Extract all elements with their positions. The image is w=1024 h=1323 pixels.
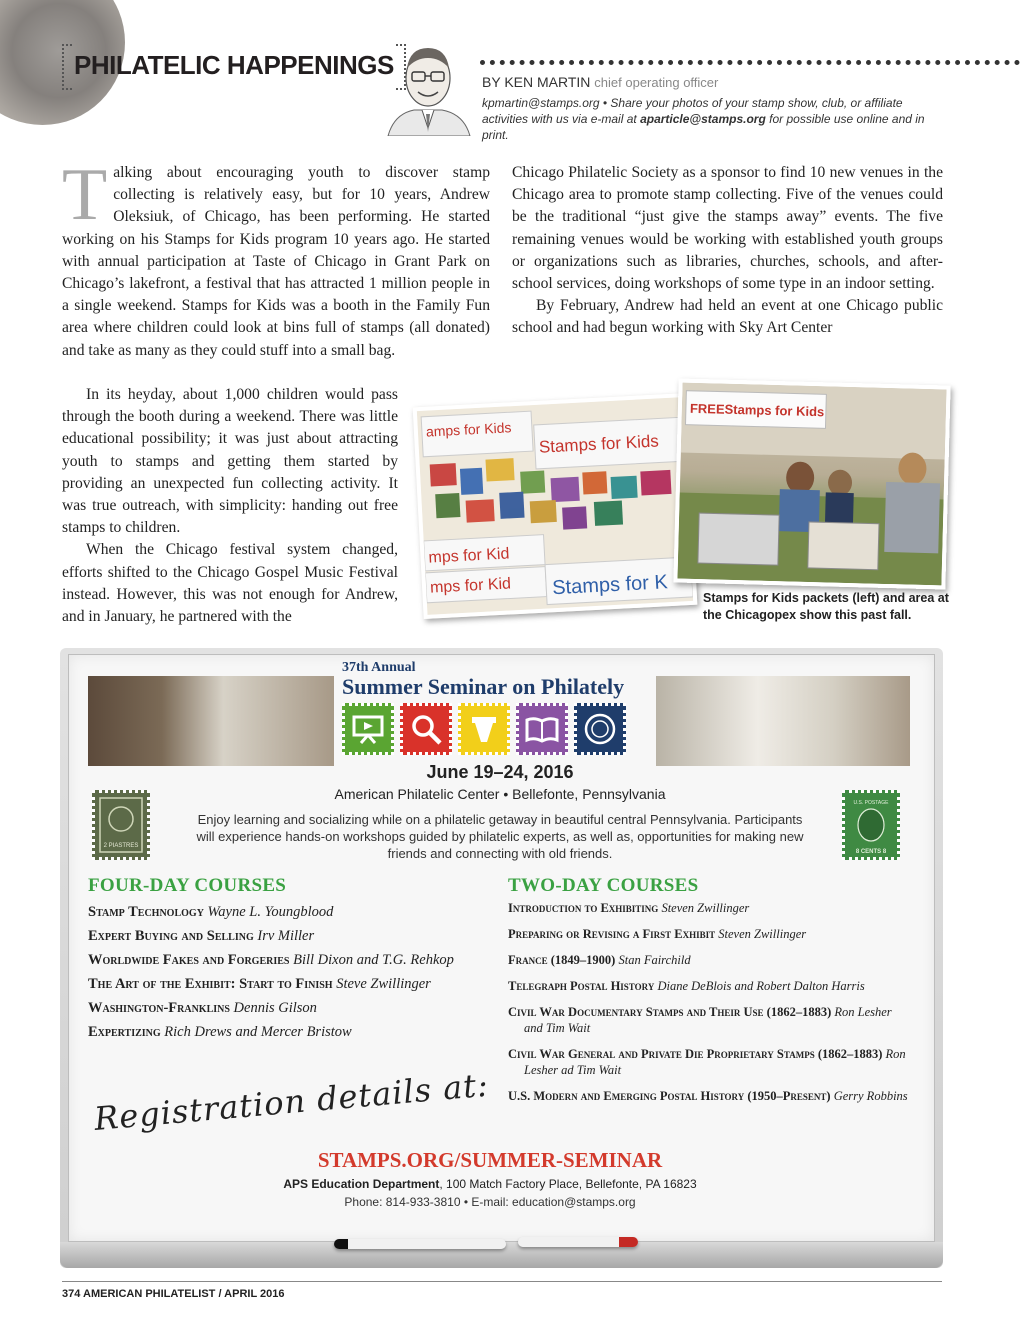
article-paragraph-1 <box>62 154 490 362</box>
two-day-heading: TWO-DAY COURSES <box>508 875 699 896</box>
seminar-venue: American Philatelic Center • Bellefonte, Pennsylvania <box>334 786 666 802</box>
article-paragraph-3-continued: Chicago Philatelic Society as a sponsor to find 10 new venues in the Chicago area to promote stamp collecting. Five of the venues could be the traditional “just give the stamps away” events. The five remaining venues would be working with established youth groups or organizations such as libraries, churches, schools, and after-school services, doing workshops of some type in an indoor setting. <box>512 164 943 293</box>
list-item <box>508 1088 908 1104</box>
album-icon <box>516 703 568 755</box>
course-title: France (1849–1900) <box>508 953 616 967</box>
article-column-left-top <box>62 154 490 362</box>
contact-note <box>482 95 947 143</box>
seminar-photo-exhibit <box>88 676 334 766</box>
course-teacher: Diane DeBlois and Robert Dalton Harris <box>657 979 865 993</box>
course-title: Introduction to Exhibiting <box>508 901 659 915</box>
magnifier-icon <box>400 703 452 755</box>
list-item <box>508 900 908 916</box>
course-teacher: Stan Fairchild <box>618 953 691 967</box>
course-teacher: Steven Zwillinger <box>661 901 750 915</box>
free-stamps-banner-text: FREEStamps for Kids <box>689 400 825 420</box>
article-paragraph-3: When the Chicago festival system changed, efforts shifted to the Chicago Gospel Music Festival instead. However, this was not enough for Andrew, and in January, he partnered with the <box>62 541 398 626</box>
list-item <box>88 903 488 922</box>
footer-rule <box>62 1281 942 1282</box>
article-paragraph-2: In its heyday, about 1,000 children would pass through the booth during a weekend. There was little educational possibility; it was just about attracting youth to stamps and getting them started by providing an unexpected fun collecting activity. It was true outreach, with simplicity: handing out free stamps to children. <box>62 386 398 537</box>
section-title-text: PHILATELIC HAPPENINGS <box>74 49 394 80</box>
seminar-title: Summer Seminar on Philately <box>342 674 625 699</box>
author-portrait <box>380 36 476 136</box>
packet-label-1: amps for Kids <box>425 419 512 440</box>
svg-text:8 CENTS 8: 8 CENTS 8 <box>855 849 887 855</box>
course-title: Stamp Technology <box>88 904 204 920</box>
two-day-course-list <box>508 900 908 1114</box>
list-item <box>508 952 908 968</box>
course-title: Civil War Documentary Stamps and Their Use (1862–1883) <box>508 1005 832 1019</box>
list-item <box>88 927 488 946</box>
byline-author: BY KEN MARTIN <box>482 74 591 90</box>
seminar-icon-row <box>342 703 626 755</box>
packet-label-3: mps for Kid <box>428 545 510 567</box>
department-contact: Phone: 814-933-3810 • E-mail: education@stamps.org <box>344 1195 636 1209</box>
article-column-left-bottom <box>62 384 398 628</box>
drop-cap: T <box>62 154 108 236</box>
education-department <box>0 1177 980 1191</box>
tongs-icon <box>458 703 510 755</box>
photo-caption: Stamps for Kids packets (left) and area at the Chicagopex show this past fall. <box>703 591 949 622</box>
seminar-intro: Enjoy learning and socializing while on a philatelic getaway in beautiful central Pennsylvania. Participants will experience hands-on workshops guided by philatelic experts, as well as, opportunities for making new friends and connecting with old friends. <box>196 812 804 861</box>
packet-label-5: Stamps for K <box>551 571 669 600</box>
department-address: , 100 Match Factory Place, Bellefonte, PA 16823 <box>439 1177 697 1191</box>
course-title: Washington-Franklins <box>88 1000 230 1016</box>
course-teacher: Irv Miller <box>257 928 315 944</box>
byline-role: chief operating officer <box>594 75 719 90</box>
registration-script-heading: Registration details at: <box>92 1065 491 1138</box>
course-teacher: Dennis Gilson <box>233 1000 317 1016</box>
packet-label-4: mps for Kid <box>429 575 512 597</box>
course-title: Preparing or Revising a First Exhibit <box>508 927 716 941</box>
course-teacher: Steven Zwillinger <box>718 927 807 941</box>
contact-text-end: for possible use online and in print. <box>482 112 925 142</box>
franklin-stamp-image <box>842 790 900 860</box>
list-item <box>88 999 488 1018</box>
course-teacher: Ron Lesher ad Tim Wait <box>524 1047 906 1077</box>
list-item <box>508 1004 908 1036</box>
seminar-photo-instructor <box>656 676 910 766</box>
course-teacher: Wayne L. Youngblood <box>207 904 334 920</box>
svg-text:2 PIASTRES: 2 PIASTRES <box>103 843 139 849</box>
course-title: Expert Buying and Selling <box>88 928 254 944</box>
seminar-edition: 37th Annual <box>342 660 416 675</box>
page-footer: 374 AMERICAN PHILATELIST / APRIL 2016 <box>62 1288 285 1300</box>
contact-email-link[interactable]: aparticle@stamps.org <box>640 112 766 126</box>
course-title: The Art of the Exhibit: Start to Finish <box>88 976 333 992</box>
course-teacher: Ron Lesher and Tim Wait <box>524 1005 892 1035</box>
chicagopex-show-photo <box>673 378 950 589</box>
presentation-icon <box>342 703 394 755</box>
black-marker <box>334 1239 506 1249</box>
svg-text:U.S. POSTAGE: U.S. POSTAGE <box>853 800 889 806</box>
ottoman-stamp-image <box>92 790 150 860</box>
contact-text: kpmartin@stamps.org • Share your photos of your stamp show, club, or affiliate activities with us via e-mail at <box>482 96 903 126</box>
list-item <box>88 1023 488 1042</box>
seminar-dates: June 19–24, 2016 <box>426 762 574 782</box>
course-title: Civil War General and Private Die Proprietary Stamps (1862–1883) <box>508 1047 883 1061</box>
four-day-course-list <box>88 903 488 1047</box>
course-teacher: Gerry Robbins <box>833 1089 908 1103</box>
stamps-for-kids-packets-photo <box>413 393 698 619</box>
show-area-illustration <box>677 383 946 586</box>
list-item <box>508 978 908 994</box>
red-marker <box>518 1237 638 1247</box>
article-paragraph-1-text: alking about encouraging youth to discover stamp collecting is relatively easy, but for 10 years, Andrew Oleksiuk, of Chicago, has been performing. He started working on his Stamps for Kids program 10 years ago. He started with annual participation at Taste of Chicago in Grant Park on Chicago’s lakefront, a festival that has attracted 1 million people in a single weekend. Stamps for Kids was a booth in the Family Fun area where children could look at bins full of stamps (all donated) and take as many as they could stuff into a small bag. <box>62 164 490 359</box>
course-teacher: Rich Drews and Mercer Bristow <box>164 1024 352 1040</box>
course-title: Worldwide Fakes and Forgeries <box>88 952 290 968</box>
list-item <box>88 975 488 994</box>
byline <box>482 74 718 90</box>
seal-icon <box>574 703 626 755</box>
course-teacher: Bill Dixon and T.G. Rehkop <box>293 952 454 968</box>
packets-illustration <box>417 397 693 615</box>
course-title: Telegraph Postal History <box>508 979 655 993</box>
course-title: Expertizing <box>88 1024 161 1040</box>
packet-label-2: Stamps for Kids <box>538 431 660 457</box>
registration-url-link[interactable]: STAMPS.ORG/SUMMER-SEMINAR <box>317 1148 663 1172</box>
department-name: APS Education Department <box>283 1177 440 1191</box>
article-column-right <box>512 162 943 340</box>
list-item <box>88 951 488 970</box>
course-title: U.S. Modern and Emerging Postal History (1950–Present) <box>508 1089 831 1103</box>
article-paragraph-4: By February, Andrew had held an event at one Chicago public school and had begun working with Sky Art Center <box>512 297 943 337</box>
list-item <box>508 926 908 942</box>
four-day-heading: FOUR-DAY COURSES <box>88 875 287 896</box>
section-title <box>64 44 404 86</box>
course-teacher: Steve Zwillinger <box>336 976 431 992</box>
header-dotted-rule <box>480 60 1020 65</box>
list-item <box>508 1046 908 1078</box>
